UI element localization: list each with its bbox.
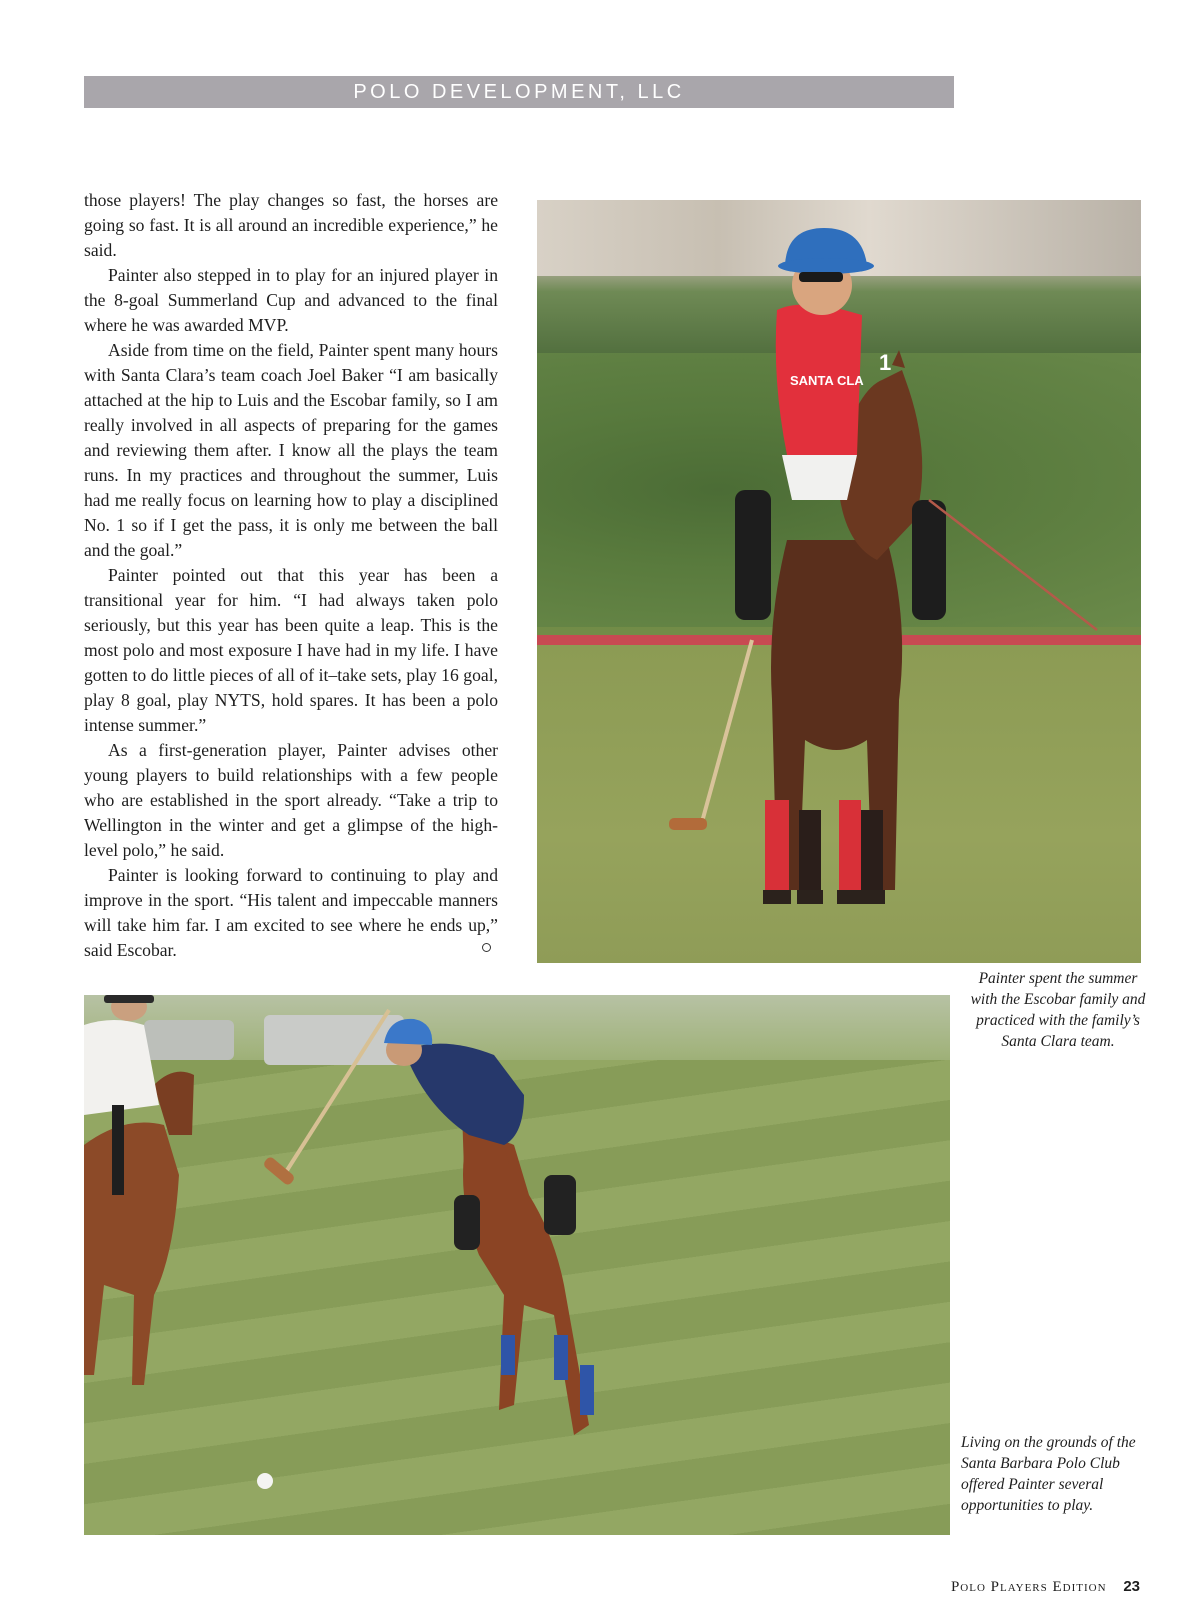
article-paragraph: Aside from time on the field, Painter spent many hours with Santa Clara’s team coach Joel Baker “I am basically attached at the hip to Luis and the Escobar family, so I am really involved in all aspects of preparing for the games and reviewing them after. I know all the plays the team runs. In my practices and throughout the summer, Luis had me really focus on learning how to play a disciplined No. 1 so if I get the pass, it is only me between the ball and the goal.” bbox=[84, 340, 498, 560]
article-paragraph: As a first-generation player, Painter advises other young players to build relationships with a few people who are established in the sport already. “Take a trip to Wellington in the winter and get a glimpse of the high-level polo,” he said. bbox=[84, 740, 498, 860]
jersey-text: SANTA CLA bbox=[790, 373, 864, 388]
article-paragraph: Painter is looking forward to continuing to play and improve in the sport. “His talent and impeccable manners will take him far. I am excited to see where he ends up,” said Escobar. bbox=[84, 865, 498, 960]
photo-player-on-horse bbox=[537, 200, 1141, 963]
photo-caption-1: Painter spent the summer with the Escobar family and practiced with the family’s Santa Clara team. bbox=[970, 970, 1146, 1050]
jersey-number: 1 bbox=[879, 350, 892, 375]
player-horse-illustration bbox=[537, 200, 1141, 963]
article-body bbox=[84, 188, 498, 963]
photo-polo-action bbox=[84, 995, 950, 1535]
publication-name: Polo Players Edition bbox=[950, 1579, 1107, 1595]
page-footer bbox=[951, 1578, 1140, 1596]
article-paragraph: those players! The play changes so fast, the horses are going so fast. It is all around an incredible experience,” he said. bbox=[84, 190, 498, 260]
end-of-article-mark bbox=[482, 943, 491, 952]
article-paragraph: Painter also stepped in to play for an injured player in the 8-goal Summerland Cup and advanced to the final where he was awarded MVP. bbox=[84, 265, 498, 335]
photo-caption-2: Living on the grounds of the Santa Barbara Polo Club offered Painter several opportunities to play. bbox=[961, 1434, 1136, 1514]
banner-title: POLO DEVELOPMENT, LLC bbox=[353, 80, 685, 103]
polo-action-illustration bbox=[84, 995, 950, 1535]
section-banner bbox=[84, 76, 954, 108]
page-number: 23 bbox=[1123, 1578, 1140, 1595]
article-paragraph: Painter pointed out that this year has been a transitional year for him. “I had always taken polo seriously, but this year has been quite a leap. This is the most polo and most exposure I have had in my life. I have gotten to do little pieces of all of it–take sets, play 16 goal, play 8 goal, play NYTS, hold spares. It has been a polo intense summer.” bbox=[84, 565, 498, 735]
